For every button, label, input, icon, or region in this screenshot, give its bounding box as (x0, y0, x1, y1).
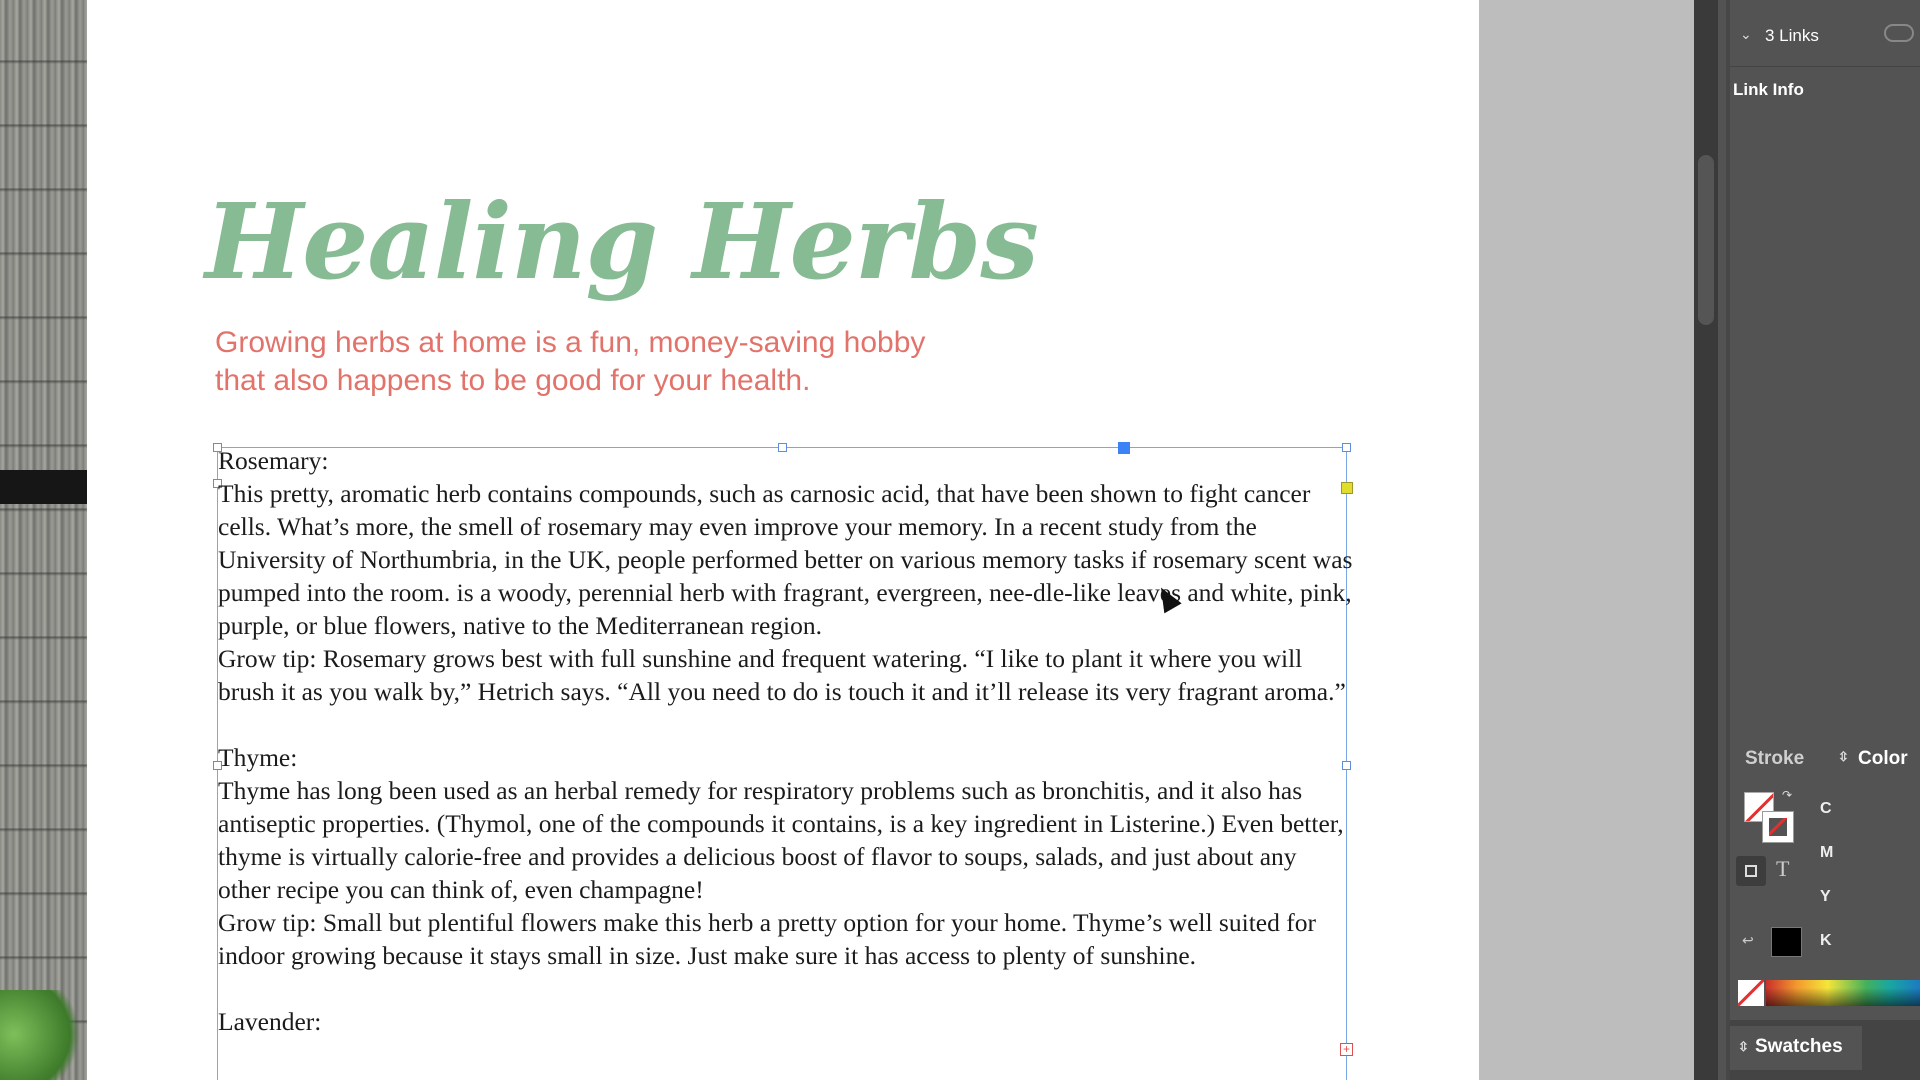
links-count-label: 3 Links (1765, 26, 1819, 45)
channel-label-k: K (1820, 932, 1832, 949)
blank-line (218, 972, 1353, 1005)
paragraph-rosemary-tip: Grow tip: Rosemary grows best with full sunshine and frequent watering. “I like to plant it where you will brush it as you walk by,” Hetrich says. “All you need to do is touch it and it’ll release its very fragrant aroma.” (218, 644, 1346, 706)
heading-lavender: Lavender: (218, 1007, 322, 1036)
black-color-swatch[interactable] (1771, 927, 1802, 957)
background-leaf-image (0, 990, 80, 1080)
updown-arrows-icon: ⇳ (1738, 1039, 1749, 1054)
overset-text-icon[interactable]: + (1340, 1043, 1353, 1056)
chevron-down-icon[interactable]: ⌄ (1740, 26, 1752, 42)
background-wood-image (0, 0, 87, 1080)
color-spectrum-ramp[interactable] (1766, 980, 1920, 1006)
channel-label-y: Y (1820, 888, 1831, 905)
formatting-affects-container-button[interactable] (1736, 856, 1766, 886)
link-info-label[interactable]: Link Info (1733, 80, 1804, 99)
heading-thyme: Thyme: (218, 743, 298, 772)
body-text-story[interactable] (218, 444, 1353, 1038)
swap-fill-stroke-icon[interactable]: ↷ (1782, 788, 1793, 802)
page-subtitle[interactable] (215, 324, 1035, 400)
channel-label-c: C (1820, 800, 1832, 817)
paragraph-thyme-tip: Grow tip: Small but plentiful flowers make this herb a pretty option for your home. Thyme’s well suited for indoor growing because it stays small in size. Just make sure it has access to plenty of sunshine. (218, 908, 1316, 970)
panel-scrollbar-thumb[interactable] (1698, 155, 1714, 325)
formatting-affects-text-button[interactable]: T (1776, 856, 1790, 881)
cloud-icon[interactable] (1884, 24, 1914, 42)
heading-rosemary: Rosemary: (218, 446, 329, 475)
frame-icon (1745, 865, 1757, 877)
default-fill-stroke-icon[interactable]: ↩ (1742, 932, 1754, 948)
paragraph-thyme: Thyme has long been used as an herbal remedy for respiratory problems such as bronchitis, and it also has antiseptic properties. (Thymol, one of the compounds it contains, is a key ingredient in Listerine.) Even better, thyme is virtually calorie-free and provides a delicious boost of flavor to soups, salads, and just about any other recipe you can think of, even champagne! (218, 776, 1344, 904)
tab-color-label: Color (1858, 748, 1908, 769)
blank-line (218, 708, 1353, 741)
tab-swatches[interactable] (1730, 1026, 1862, 1070)
subtitle-line-2: that also happens to be good for your health. (215, 364, 811, 397)
page-title[interactable]: Healing Herbs (205, 180, 1038, 303)
subtitle-line-1: Growing herbs at home is a fun, money-saving hobby (215, 326, 926, 359)
tab-swatches-label: Swatches (1755, 1036, 1843, 1057)
channel-label-m: M (1820, 844, 1834, 861)
none-color-swatch[interactable] (1738, 980, 1764, 1006)
links-divider (1730, 66, 1920, 67)
background-wood-shadow (0, 470, 87, 504)
stroke-none-icon[interactable] (1763, 812, 1793, 842)
tab-color[interactable] (1828, 736, 1920, 782)
updown-arrows-icon: ⇳ (1838, 749, 1849, 764)
links-panel-header[interactable] (1730, 16, 1920, 56)
document-page[interactable] (87, 0, 1479, 1080)
tab-stroke[interactable]: Stroke (1745, 748, 1805, 769)
pasteboard[interactable] (1479, 0, 1694, 1080)
paragraph-rosemary: This pretty, aromatic herb contains compounds, such as carnosic acid, that have been shown to fight cancer cells. What’s more, the smell of rosemary may even improve your memory. In a recent study from the University of Northumbria, in the UK, people performed better on various memory tasks if rosemary scent was pumped into the room. is a woody, perennial herb with fragrant, evergreen, nee-dle-like leaves and white, pink, purple, or blue flowers, native to the Mediterranean region. (218, 479, 1353, 640)
